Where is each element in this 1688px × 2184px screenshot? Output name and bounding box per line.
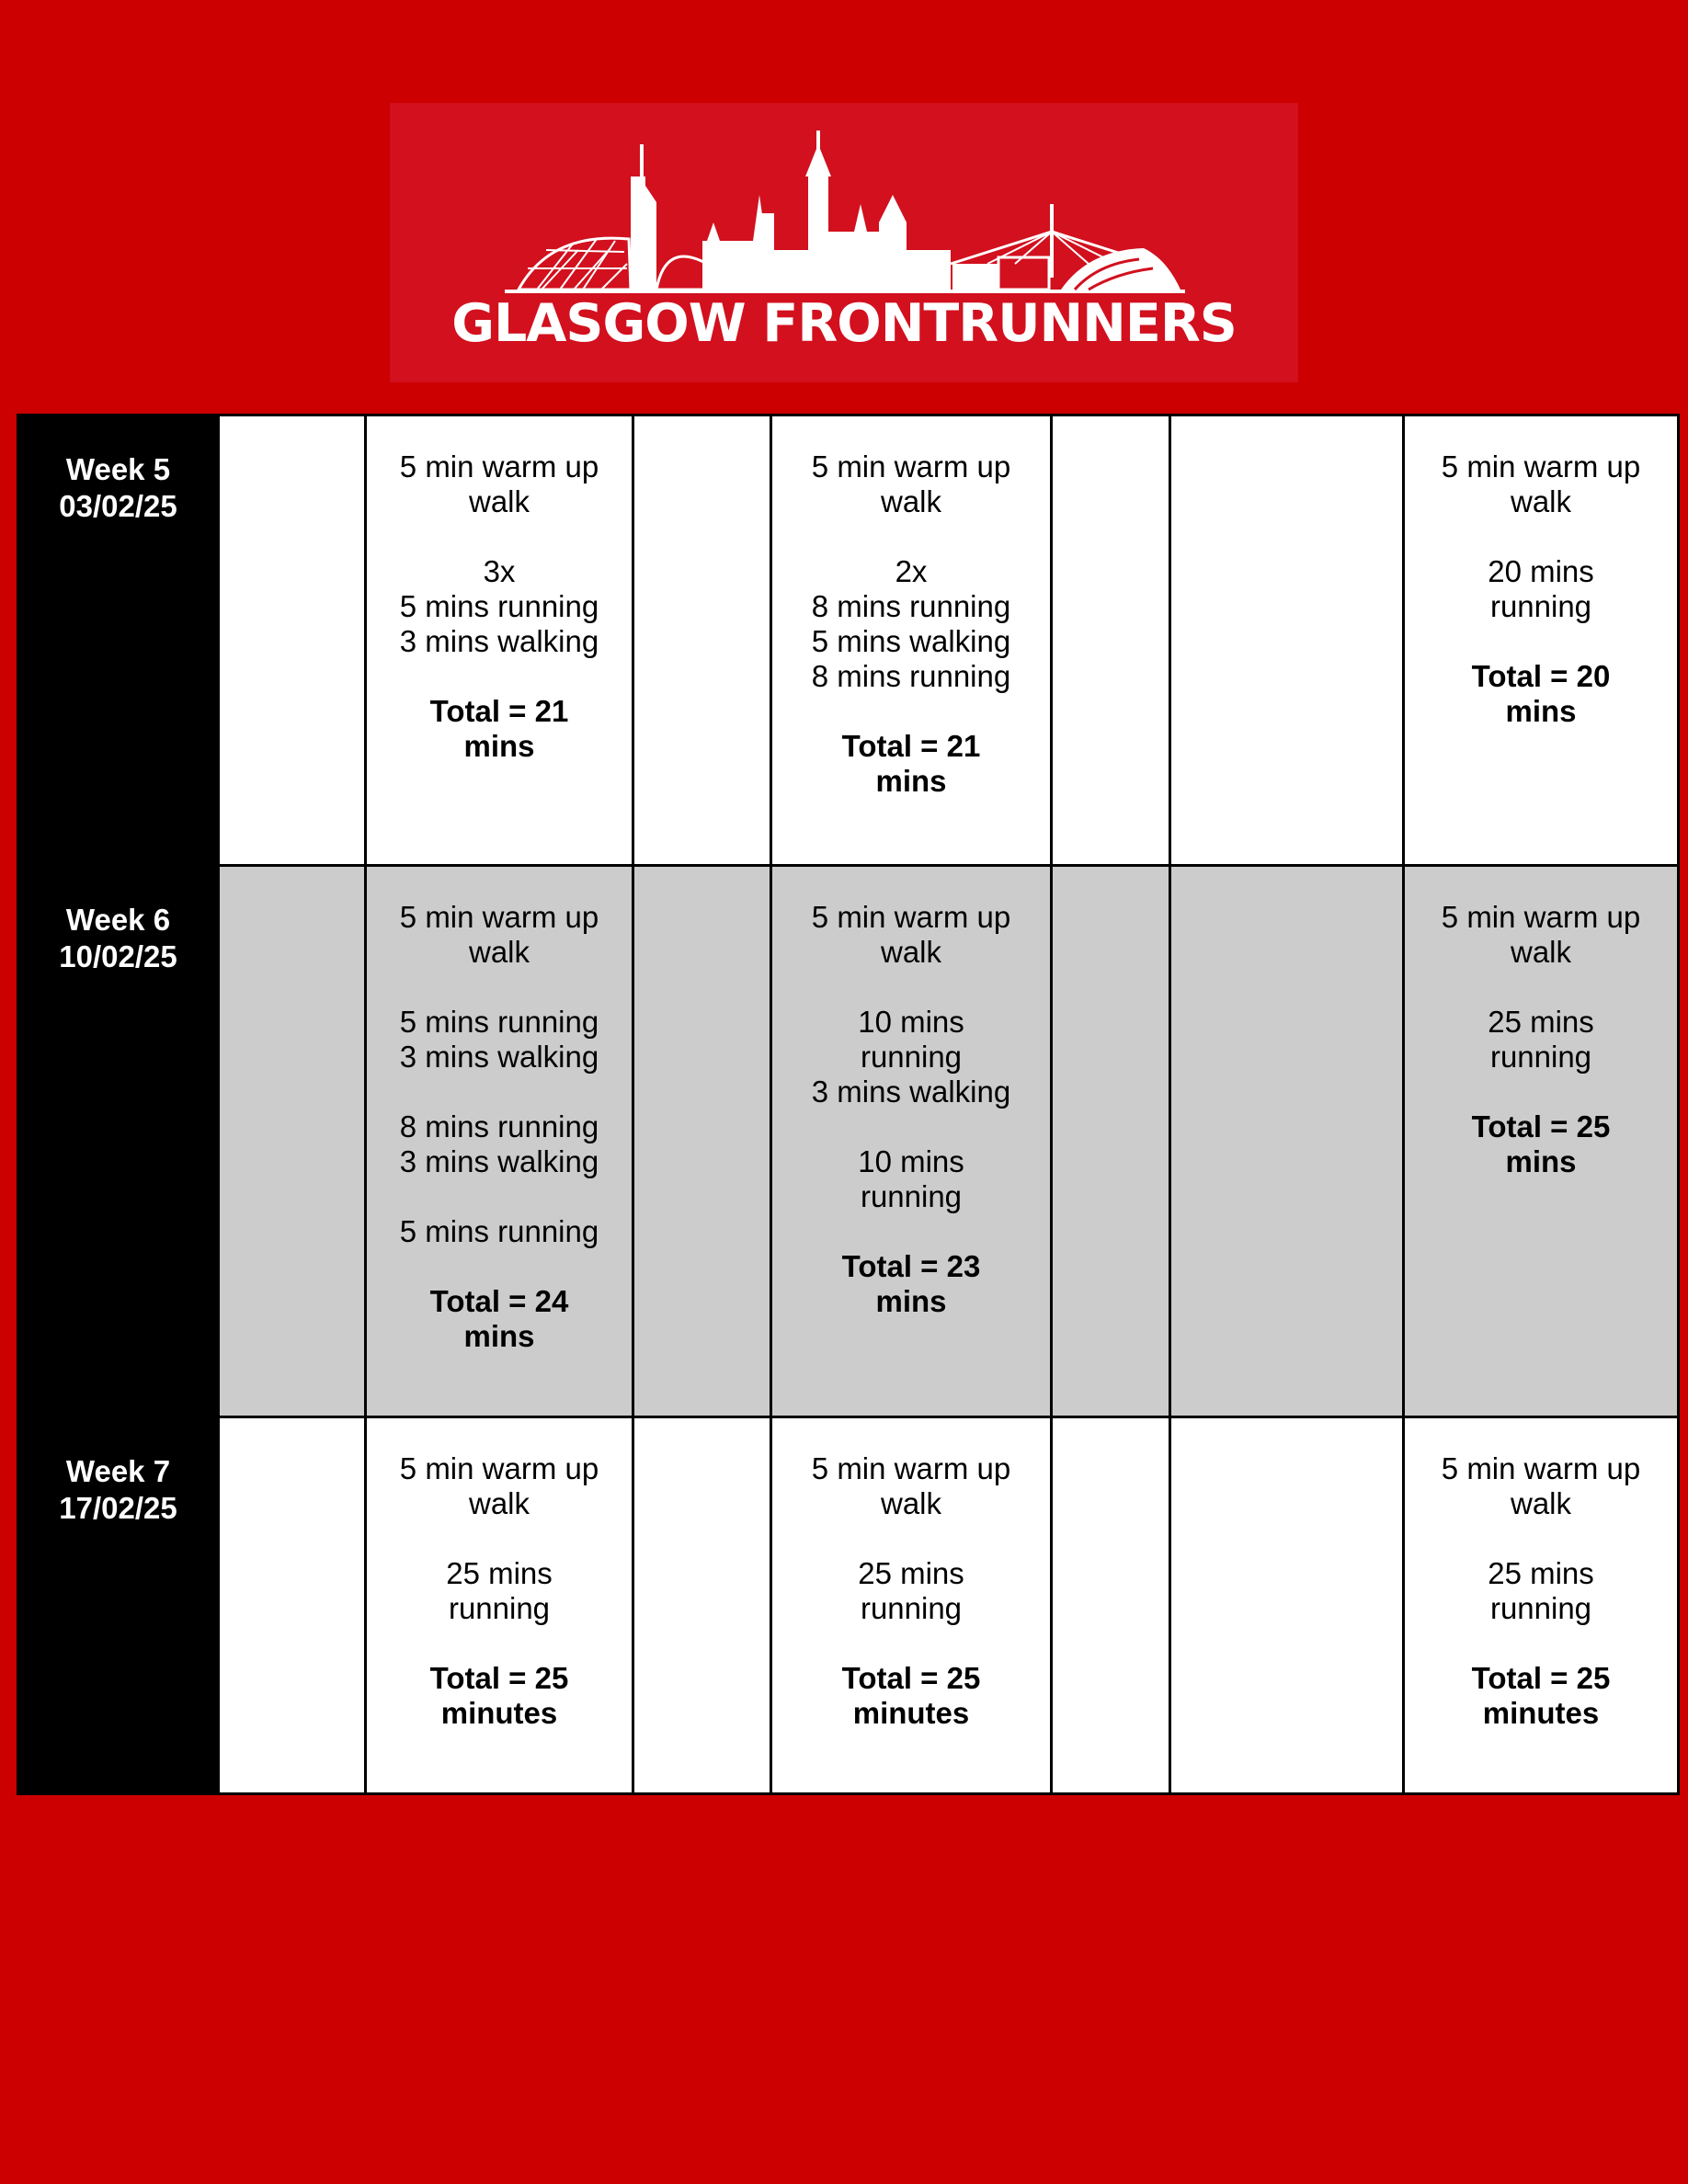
- line-spacer: [778, 1521, 1044, 1556]
- session-cell: [1404, 415, 1679, 866]
- session-line: 5 min warm up: [399, 900, 599, 934]
- week-date: 10/02/25: [59, 939, 177, 973]
- session-line: 3 mins walking: [811, 1075, 1011, 1109]
- line-spacer: [1410, 519, 1671, 554]
- line-spacer: [1410, 1521, 1671, 1556]
- session-line: 5 mins running: [399, 589, 599, 623]
- line-spacer: [778, 694, 1044, 729]
- session-total: Total = 21: [429, 694, 569, 728]
- rest-day-cell: [219, 866, 366, 1417]
- week-label: Week 6: [65, 903, 171, 937]
- session-line: 5 min warm up: [1441, 449, 1641, 483]
- session-line: walk: [880, 1486, 942, 1520]
- logo-title: GLASGOW FRONTRUNNERS: [451, 293, 1237, 354]
- week-row: [18, 1417, 1679, 1794]
- rest-day-cell: [1052, 866, 1170, 1417]
- session-line: 8 mins running: [399, 1109, 599, 1143]
- session-line: walk: [880, 484, 942, 518]
- session-total: Total = 23: [841, 1249, 981, 1283]
- session-total: mins: [463, 729, 535, 763]
- session-cell: [771, 1417, 1052, 1794]
- session-line: 2x: [895, 554, 928, 588]
- session-line: 3 mins walking: [399, 624, 599, 658]
- line-spacer: [372, 1521, 626, 1556]
- session-line: 20 mins: [1488, 554, 1594, 588]
- rest-day-cell: [1170, 415, 1404, 866]
- line-spacer: [778, 1626, 1044, 1661]
- session-total: Total = 25: [1471, 1661, 1611, 1695]
- session-line: running: [860, 1040, 963, 1074]
- rest-day-cell: [633, 415, 771, 866]
- session-line: running: [448, 1591, 551, 1625]
- week-header-cell: [18, 415, 219, 866]
- session-total: mins: [463, 1319, 535, 1353]
- session-total: Total = 25: [1471, 1109, 1611, 1143]
- rest-day-cell: [219, 1417, 366, 1794]
- session-line: 5 mins running: [399, 1214, 599, 1248]
- session-line: 25 mins: [858, 1556, 964, 1590]
- line-spacer: [372, 970, 626, 1005]
- week-date: 03/02/25: [59, 489, 177, 523]
- line-spacer: [778, 1109, 1044, 1144]
- session-line: 5 mins running: [399, 1005, 599, 1039]
- session-line: running: [860, 1179, 963, 1213]
- session-line: 5 min warm up: [1441, 1451, 1641, 1485]
- rest-day-cell: [633, 1417, 771, 1794]
- rest-day-cell: [1170, 866, 1404, 1417]
- training-plan-table: [17, 414, 1680, 1795]
- session-total: Total = 21: [841, 729, 981, 763]
- line-spacer: [372, 519, 626, 554]
- session-line: 5 min warm up: [811, 449, 1011, 483]
- week-row: [18, 866, 1679, 1417]
- session-line: walk: [468, 935, 530, 969]
- week-header-cell: [18, 866, 219, 1417]
- session-line: 5 min warm up: [811, 900, 1011, 934]
- session-total: Total = 25: [429, 1661, 569, 1695]
- session-cell: [366, 866, 633, 1417]
- line-spacer: [372, 1249, 626, 1284]
- session-line: walk: [1510, 935, 1572, 969]
- session-line: walk: [880, 935, 942, 969]
- line-spacer: [778, 1214, 1044, 1249]
- session-total: mins: [1505, 694, 1577, 728]
- line-spacer: [372, 1626, 626, 1661]
- session-total: mins: [875, 1284, 947, 1318]
- session-cell: [366, 415, 633, 866]
- session-total: Total = 20: [1471, 659, 1611, 693]
- line-spacer: [1410, 1075, 1671, 1109]
- week-row: [18, 415, 1679, 866]
- session-line: 5 min warm up: [811, 1451, 1011, 1485]
- session-line: running: [860, 1591, 963, 1625]
- session-line: 5 min warm up: [399, 1451, 599, 1485]
- rest-day-cell: [633, 866, 771, 1417]
- session-line: walk: [1510, 1486, 1572, 1520]
- session-total: minutes: [1482, 1696, 1600, 1730]
- session-total: minutes: [852, 1696, 970, 1730]
- session-line: 8 mins running: [811, 589, 1011, 623]
- line-spacer: [778, 519, 1044, 554]
- session-total: mins: [1505, 1144, 1577, 1178]
- session-line: walk: [1510, 484, 1572, 518]
- session-cell: [771, 415, 1052, 866]
- session-line: running: [1489, 589, 1592, 623]
- line-spacer: [778, 970, 1044, 1005]
- session-line: 3x: [483, 554, 516, 588]
- session-cell: [771, 866, 1052, 1417]
- session-line: 25 mins: [1488, 1005, 1594, 1039]
- session-line: 3 mins walking: [399, 1144, 599, 1178]
- line-spacer: [372, 1075, 626, 1109]
- line-spacer: [1410, 624, 1671, 659]
- session-total: Total = 25: [841, 1661, 981, 1695]
- session-line: 25 mins: [1488, 1556, 1594, 1590]
- session-line: 8 mins running: [811, 659, 1011, 693]
- session-line: 25 mins: [446, 1556, 553, 1590]
- line-spacer: [372, 659, 626, 694]
- rest-day-cell: [1052, 1417, 1170, 1794]
- line-spacer: [372, 1179, 626, 1214]
- session-line: 5 min warm up: [399, 449, 599, 483]
- week-label: Week 7: [65, 1454, 171, 1488]
- week-label: Week 5: [65, 452, 171, 486]
- session-line: 5 min warm up: [1441, 900, 1641, 934]
- week-date: 17/02/25: [59, 1491, 177, 1525]
- session-cell: [1404, 1417, 1679, 1794]
- session-line: 3 mins walking: [399, 1040, 599, 1074]
- week-header-cell: [18, 1417, 219, 1794]
- session-line: running: [1489, 1040, 1592, 1074]
- session-total: mins: [875, 764, 947, 798]
- rest-day-cell: [1052, 415, 1170, 866]
- rest-day-cell: [219, 415, 366, 866]
- session-cell: [1404, 866, 1679, 1417]
- session-line: walk: [468, 484, 530, 518]
- glasgow-frontrunners-logo: [390, 103, 1298, 382]
- line-spacer: [1410, 1626, 1671, 1661]
- session-cell: [366, 1417, 633, 1794]
- session-line: running: [1489, 1591, 1592, 1625]
- session-total: minutes: [440, 1696, 558, 1730]
- session-line: walk: [468, 1486, 530, 1520]
- session-line: 5 mins walking: [811, 624, 1011, 658]
- session-line: 10 mins: [858, 1144, 964, 1178]
- session-line: 10 mins: [858, 1005, 964, 1039]
- rest-day-cell: [1170, 1417, 1404, 1794]
- line-spacer: [1410, 970, 1671, 1005]
- session-total: Total = 24: [429, 1284, 569, 1318]
